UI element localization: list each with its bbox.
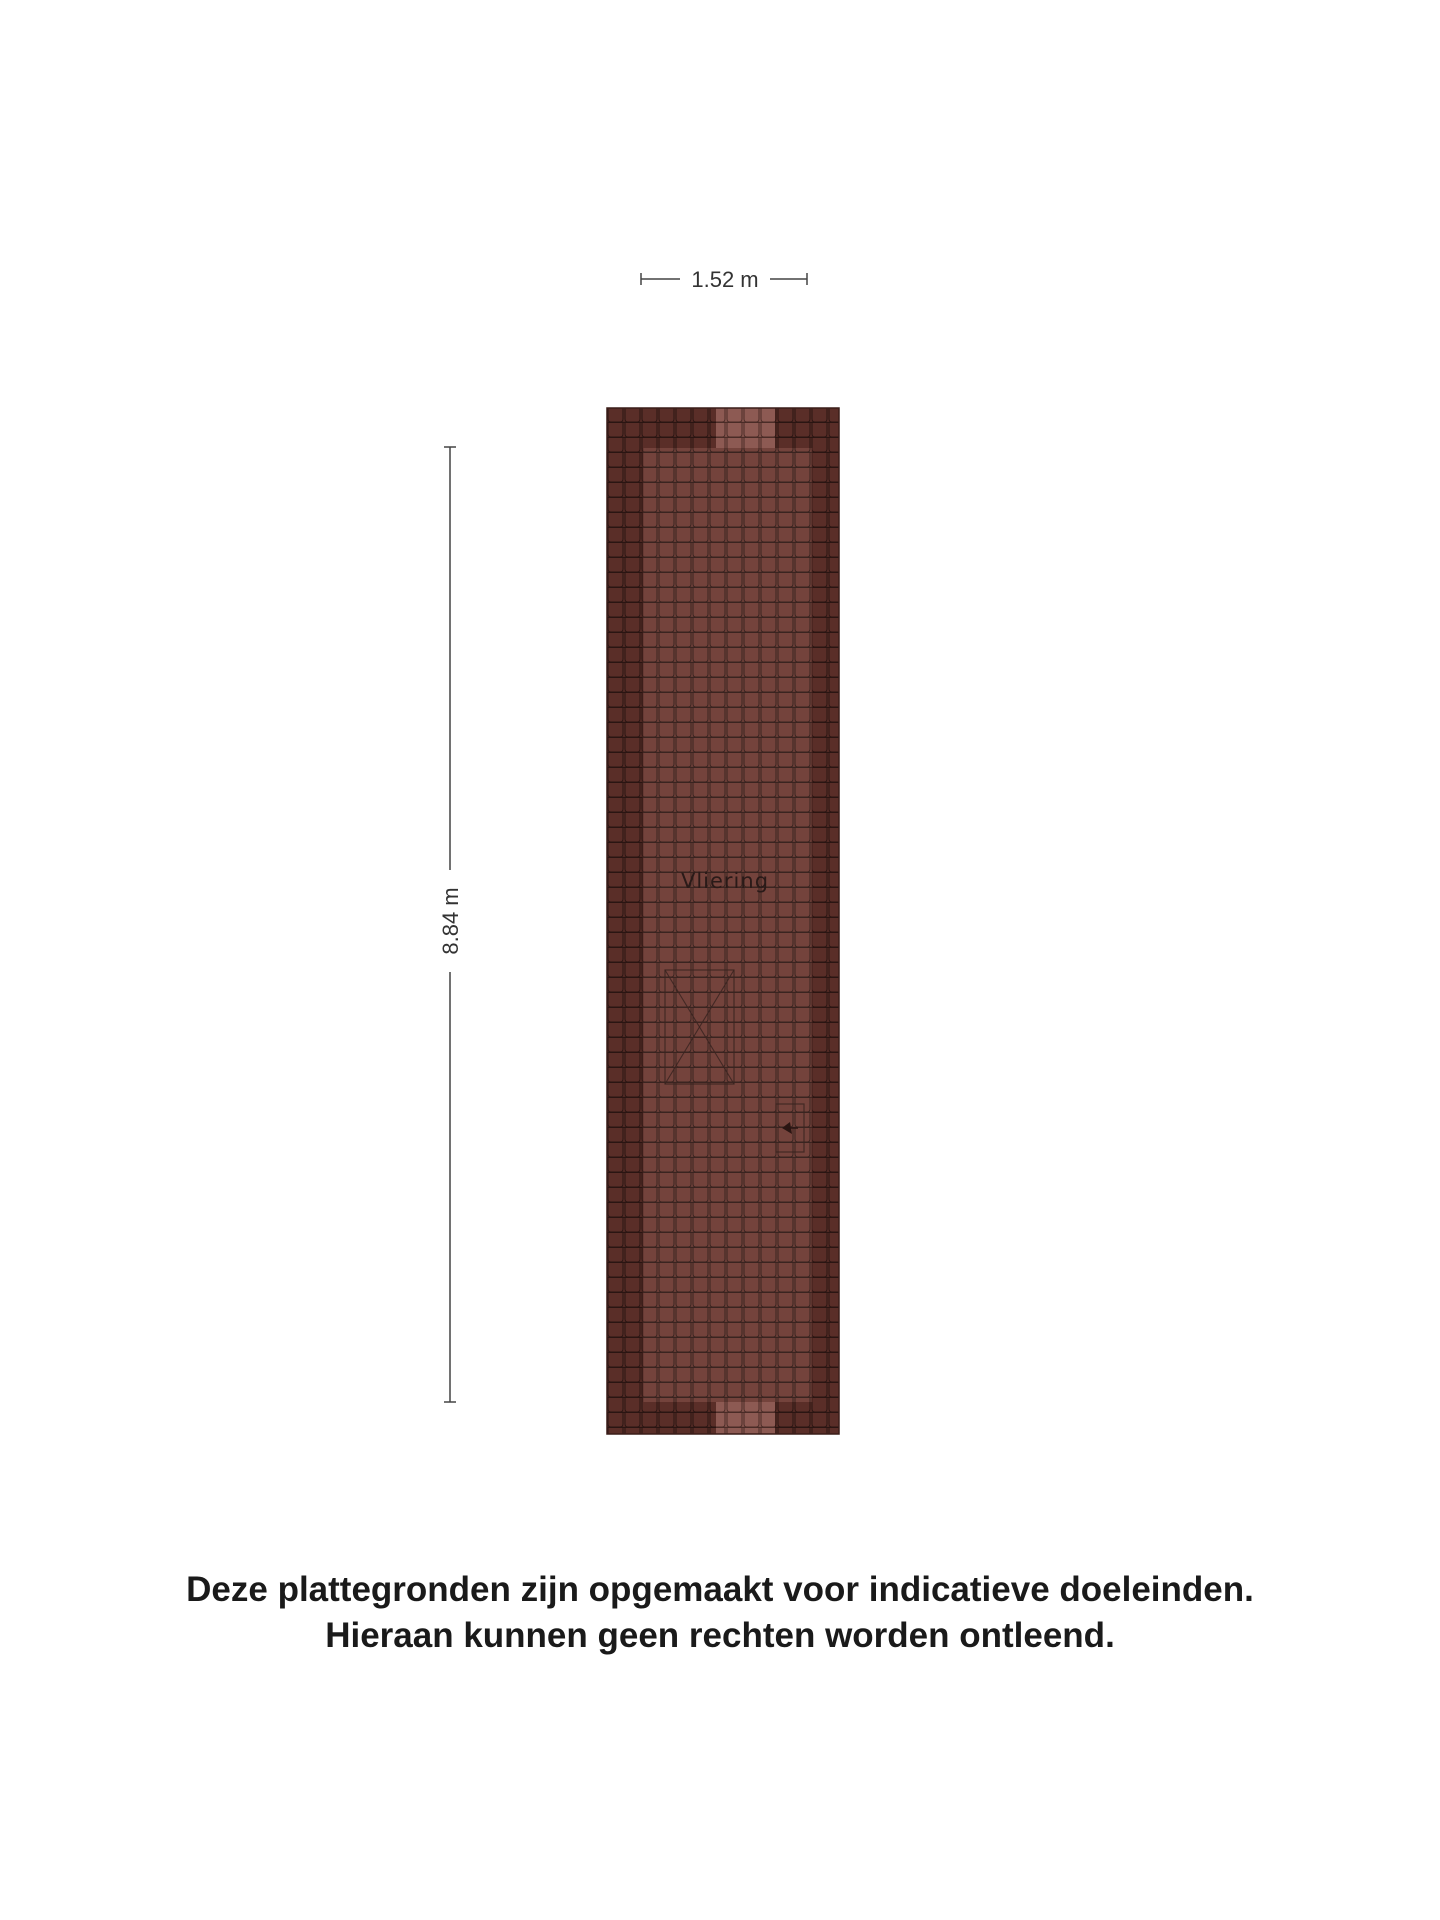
width-dimension-label: 1.52 m	[691, 267, 759, 292]
roof-edge-right	[812, 408, 839, 1434]
roof-edge-top-right	[775, 408, 812, 448]
height-dimension	[438, 447, 463, 1402]
room-label-vliering: Vliering	[680, 869, 770, 893]
attic-plan	[607, 408, 839, 1434]
disclaimer-line-2: Hieraan kunnen geen rechten worden ontleend.	[325, 1616, 1115, 1655]
disclaimer-line-1: Deze plattegronden zijn opgemaakt voor indicatieve doeleinden.	[186, 1570, 1254, 1609]
height-dimension-label: 8.84 m	[438, 887, 463, 955]
roof-edge-bottom-left	[643, 1402, 716, 1434]
roof-edge-bottom-right	[775, 1402, 812, 1434]
roof-edge-top-left	[643, 408, 716, 448]
roof-ridge-top	[716, 408, 775, 448]
width-dimension	[641, 267, 807, 292]
roof-ridge-bottom	[716, 1402, 775, 1434]
roof-edge-left	[607, 408, 643, 1434]
